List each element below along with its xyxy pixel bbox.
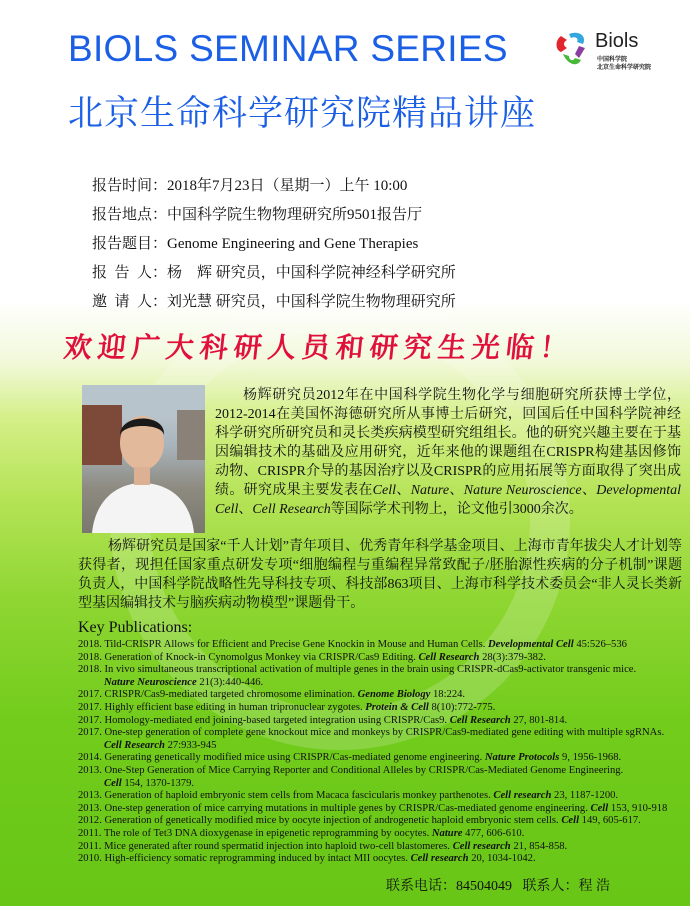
speaker-photo — [82, 385, 205, 533]
publication-journal: Cell — [561, 815, 580, 827]
contact-phone-label: 联系电话： — [386, 879, 456, 894]
welcome-banner: 欢迎广大科研人员和研究生光临！ — [62, 331, 576, 364]
publication-citation: 20, 1034-1042. — [471, 853, 536, 865]
publications-list — [78, 639, 688, 866]
logo-sub1: 中国科学院 — [597, 56, 628, 63]
logo-name: Biols — [595, 30, 639, 52]
publication-journal: Nature — [431, 827, 463, 839]
publication-citation: 18:224. — [432, 689, 466, 701]
publication-item — [78, 765, 688, 790]
seminar-info — [92, 172, 456, 317]
info-label: 报告题目： — [92, 236, 168, 252]
publication-journal: Cell research — [493, 790, 552, 802]
publication-year: 2010. — [78, 853, 102, 865]
publication-item — [78, 727, 688, 752]
info-label: 报告地点： — [92, 207, 168, 223]
publication-journal: Cell Research — [418, 651, 480, 663]
publication-item — [78, 828, 688, 841]
info-location — [92, 201, 456, 230]
publication-item — [78, 715, 688, 728]
contact-person: 程 浩 — [578, 879, 610, 894]
publication-title: Generation of haploid embryonic stem cells from Macaca fascicularis monkey parthenotes. — [104, 790, 491, 802]
logo-sub2: 北京生命科学研究院 — [597, 64, 652, 71]
info-label: 报 告 人： — [92, 265, 168, 281]
publication-citation: 28(3):379-382. — [482, 651, 546, 663]
publication-citation: 477, 606-610. — [465, 827, 525, 839]
publication-title: CRISPR/Cas9-mediated targeted chromosome elimination. — [104, 689, 355, 701]
publication-journal: Protein & Cell — [365, 701, 429, 713]
publication-year: 2013. — [78, 764, 102, 776]
publication-citation: 154, 1370-1379. — [124, 777, 195, 789]
publication-title: In vivo simultaneous transcriptional activation of multiple genes in the brain using CRISPR-dCas9-activator transgenic mice. — [104, 664, 637, 676]
info-speaker — [92, 259, 456, 288]
contact-person-label: 联系人： — [522, 879, 579, 894]
publication-item — [78, 639, 688, 652]
publication-title: Generation of genetically modified mice by oocyte injection of androgenetic haploid embryonic stem cells. — [104, 815, 559, 827]
publication-citation: 21, 854-858. — [513, 840, 568, 852]
publication-journal: Cell Research — [104, 739, 165, 751]
publication-year: 2014. — [78, 752, 102, 764]
publication-title: One-Step Generation of Mice Carrying Reporter and Conditional Alleles by CRISPR/Cas-Mediated Genome Engineering. — [104, 764, 624, 776]
publication-year: 2013. — [78, 802, 102, 814]
publication-title: Generation of Knock-in Cynomolgus Monkey via CRISPR/Cas9 Editing. — [104, 651, 416, 663]
publication-citation: 153, 910-918 — [610, 802, 668, 814]
info-value: 刘光慧 研究员，中国科学院生物物理研究所 — [167, 294, 456, 310]
info-topic — [92, 230, 456, 259]
publication-item — [78, 652, 688, 665]
publications-heading: Key Publications: — [78, 619, 193, 636]
publication-item — [78, 689, 688, 702]
info-value: 杨 辉 研究员，中国科学院神经科学研究所 — [167, 265, 456, 281]
publication-title: Highly efficient base editing in human tripronuclear zygotes. — [104, 701, 363, 713]
info-time — [92, 172, 456, 201]
publication-item — [78, 853, 688, 866]
publication-year: 2011. — [78, 827, 102, 839]
publication-citation: 8(10):772-775. — [431, 701, 496, 713]
publication-item — [78, 803, 688, 816]
publication-year: 2018. — [78, 639, 102, 650]
info-value: Genome Engineering and Gene Therapies — [167, 236, 419, 252]
series-title-cn: 北京生命科学研究院精品讲座 — [68, 94, 537, 134]
publication-item — [78, 790, 688, 803]
publication-citation: 27:933-945 — [167, 739, 217, 751]
publication-title: One-step generation of mice carrying mutations in multiple genes by CRISPR/Cas-mediated genome engineering. — [104, 802, 588, 814]
info-value: 2018年7月23日（星期一）上午 10:00 — [167, 178, 408, 194]
publication-year: 2012. — [78, 815, 102, 827]
publication-item — [78, 664, 688, 689]
publication-year: 2018. — [78, 664, 102, 676]
contact-info — [386, 875, 610, 895]
publication-title: The role of Tet3 DNA dioxygenase in epigenetic reprogramming by oocytes. — [103, 827, 430, 839]
publication-year: 2017. — [78, 727, 102, 739]
publication-item — [78, 815, 688, 828]
publication-year: 2018. — [78, 651, 102, 663]
publication-journal: Genome Biology — [357, 689, 431, 701]
publication-journal: Cell research — [452, 840, 511, 852]
speaker-bio-paragraph-2: 杨辉研究员是国家“千人计划”青年项目、优秀青年科学基金项目、上海市青年拔尖人才计划等获得者，现担任国家重点研发专项“细胞编程与重编程异常致配子/胚胎源性疾病的分子机制”课题负责人，中国科学院战略性先导科技专项、科技部863项目、上海市科学技术委员会“非人灵长类新型基因编辑技术与脑疾病动物模型”课题骨干。 — [78, 539, 682, 611]
publication-title: High-efficiency somatic reprogramming induced by intact MII oocytes. — [104, 853, 408, 865]
publication-journal: Cell — [104, 777, 122, 789]
publication-year: 2011. — [78, 840, 102, 852]
publication-year: 2017. — [78, 689, 102, 701]
publication-item — [78, 752, 688, 765]
publication-citation: 27, 801-814. — [513, 714, 568, 726]
speaker-bio-paragraph-1: 杨辉研究员2012年在中国科学院生物化学与细胞研究所获博士学位，2012-2014在美国怀海德研究所从事博士后研究，回国后任中国科学院神经科学研究所研究员和灵长类疾病模型研究组组长。他的研究兴趣主要在于基因编辑技术的基础及应用研究，近年来他的课题组在CRISPR构建基因修饰动物、CRISPR介导的基因治疗以及CRISPR的应用拓展等方面取得了突出成绩。研究成果主要发表在Cell、Nature、Nature Neuroscience、Developmental Cell、Cell Research等国际学术刊物上，论文他引3000余次。 — [215, 388, 682, 517]
contact-phone: 84504049 — [456, 879, 512, 894]
publication-year: 2017. — [78, 701, 102, 713]
publication-title: Tild-CRISPR Allows for Efficient and Precise Gene Knockin in Mouse and Human Cells. — [104, 639, 486, 650]
info-label: 报告时间： — [92, 178, 168, 194]
publication-citation: 23, 1187-1200. — [554, 790, 619, 802]
biols-logo — [553, 30, 673, 70]
publication-title: Homology-mediated end joining-based targeted integration using CRISPR/Cas9. — [104, 714, 448, 726]
publication-citation: 45:526–536 — [576, 639, 627, 650]
publication-citation: 21(3):440-446. — [199, 676, 264, 688]
series-title-en: BIOLS SEMINAR SERIES — [68, 28, 508, 69]
speaker-portrait-icon — [82, 385, 205, 533]
publication-journal: Cell research — [410, 853, 469, 865]
publication-journal: Cell — [590, 802, 609, 814]
publication-title: One-step generation of complete gene knockout mice and monkeys by CRISPR/Cas9-mediated gene editing with multiple sgRNAs. — [104, 727, 665, 739]
biols-logo-icon — [553, 30, 593, 70]
info-label: 邀 请 人： — [92, 294, 168, 310]
publication-item — [78, 702, 688, 715]
publication-year: 2013. — [78, 790, 102, 802]
info-value: 中国科学院生物物理研究所9501报告厅 — [167, 207, 423, 223]
info-host — [92, 288, 456, 317]
publication-item — [78, 841, 688, 854]
publication-citation: 9, 1956-1968. — [562, 752, 622, 764]
publication-title: Mice generated after round spermatid injection into haploid two-cell blastomeres. — [104, 840, 451, 852]
publication-journal: Nature Protocols — [484, 752, 560, 764]
publication-journal: Nature Neuroscience — [104, 676, 197, 688]
publication-journal: Cell Research — [449, 714, 511, 726]
publication-citation: 149, 605-617. — [581, 815, 641, 827]
publication-journal: Developmental Cell — [488, 639, 574, 650]
publication-year: 2017. — [78, 714, 102, 726]
publication-title: Generating genetically modified mice using CRISPR/Cas-mediated genome engineering. — [104, 752, 483, 764]
